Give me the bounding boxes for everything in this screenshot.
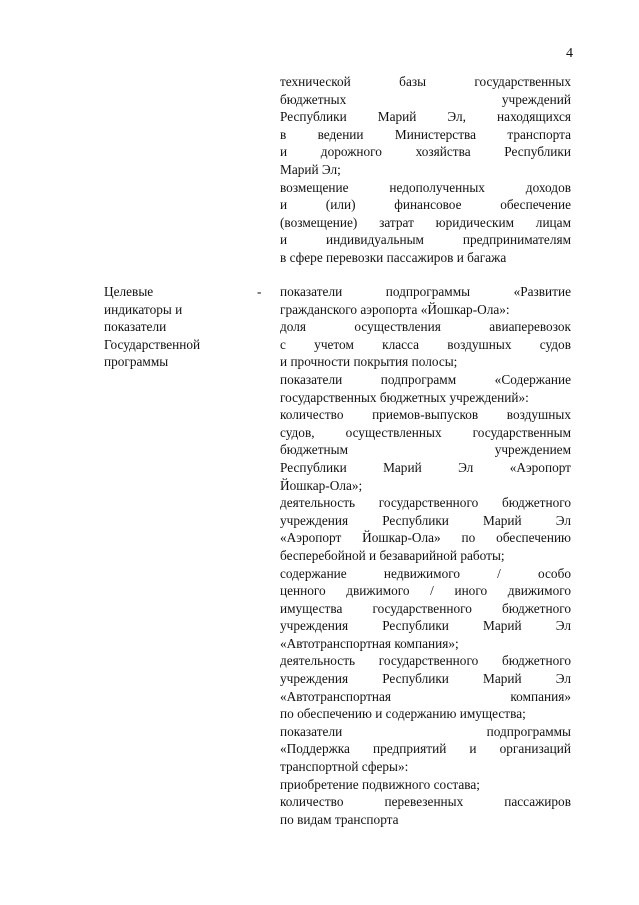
text-line: гражданского аэропорта «Йошкар-Ола»: [280, 301, 510, 317]
text-line: и прочности покрытия полосы; [280, 354, 458, 370]
text-line: деятельность государственного бюджетного [280, 495, 571, 511]
text-line: приобретение подвижного состава; [280, 776, 480, 792]
continued-text-block [280, 73, 571, 267]
text-line: показатели подпрограммы «Развитие [280, 284, 571, 299]
text-line: и индивидуальным предпринимателям [280, 232, 571, 248]
label-separator-dash: - [257, 284, 262, 299]
text-line: в ведении Министерства транспорта [280, 126, 571, 142]
text-line: по обеспечению и содержанию имущества; [280, 706, 526, 722]
text-line: имущества государственного бюджетного [280, 600, 571, 616]
text-line: государственных бюджетных учреждений»: [280, 389, 529, 405]
text-line: бюджетных учреждений [280, 91, 571, 107]
section-label [104, 283, 244, 371]
text-line: в сфере перевозки пассажиров и багажа [280, 249, 507, 265]
text-line: с учетом класса воздушных судов [280, 336, 571, 352]
text-line: по видам транспорта [280, 811, 399, 827]
text-line: (возмещение) затрат юридическим лицам [280, 214, 571, 230]
text-line: доля осуществления авиаперевозок [280, 319, 571, 335]
text-line: учреждения Республики Марий Эл [280, 618, 571, 634]
text-line: судов, осуществленных государственным [280, 424, 571, 440]
text-line: количество перевезенных пассажиров [280, 794, 571, 810]
text-line: «Автотранспортная компания»; [280, 635, 459, 651]
text-line: содержание недвижимого / особо [280, 565, 571, 581]
section-label-line: программы [104, 354, 169, 370]
text-line: Республики Марий Эл «Аэропорт [280, 459, 571, 475]
text-line: «Аэропорт Йошкар-Ола» по обеспечению [280, 530, 571, 546]
section-label-line: Целевые [104, 284, 154, 299]
text-line: «Поддержка предприятий и организаций [280, 741, 571, 757]
text-line: учреждения Республики Марий Эл [280, 671, 571, 687]
text-line: бюджетным учреждением [280, 442, 571, 458]
page-number: 4 [566, 46, 573, 61]
section-label-line: индикаторы и [104, 301, 183, 317]
text-line: «Автотранспортная компания» [280, 688, 571, 704]
text-line: бесперебойной и безаварийной работы; [280, 547, 505, 563]
text-line: и (или) финансовое обеспечение [280, 197, 571, 213]
indicators-text-block [280, 283, 571, 828]
text-line: Республики Марий Эл, находящихся [280, 109, 571, 125]
text-line: деятельность государственного бюджетного [280, 653, 571, 669]
text-line: Марий Эл; [280, 161, 341, 177]
text-line: и дорожного хозяйства Республики [280, 144, 571, 160]
text-line: количество приемов-выпусков воздушных [280, 407, 571, 423]
text-line: транспортной сферы»: [280, 759, 409, 775]
text-line: технической базы государственных [280, 74, 571, 89]
text-line: учреждения Республики Марий Эл [280, 512, 571, 528]
text-line: Йошкар-Ола»; [280, 477, 363, 493]
text-line: ценного движимого / иного движимого [280, 583, 571, 599]
text-line: возмещение недополученных доходов [280, 179, 571, 195]
text-line: показатели подпрограммы [280, 723, 571, 739]
section-label-line: показатели [104, 319, 167, 335]
text-line: показатели подпрограмм «Содержание [280, 371, 571, 387]
section-label-line: Государственной [104, 336, 201, 352]
